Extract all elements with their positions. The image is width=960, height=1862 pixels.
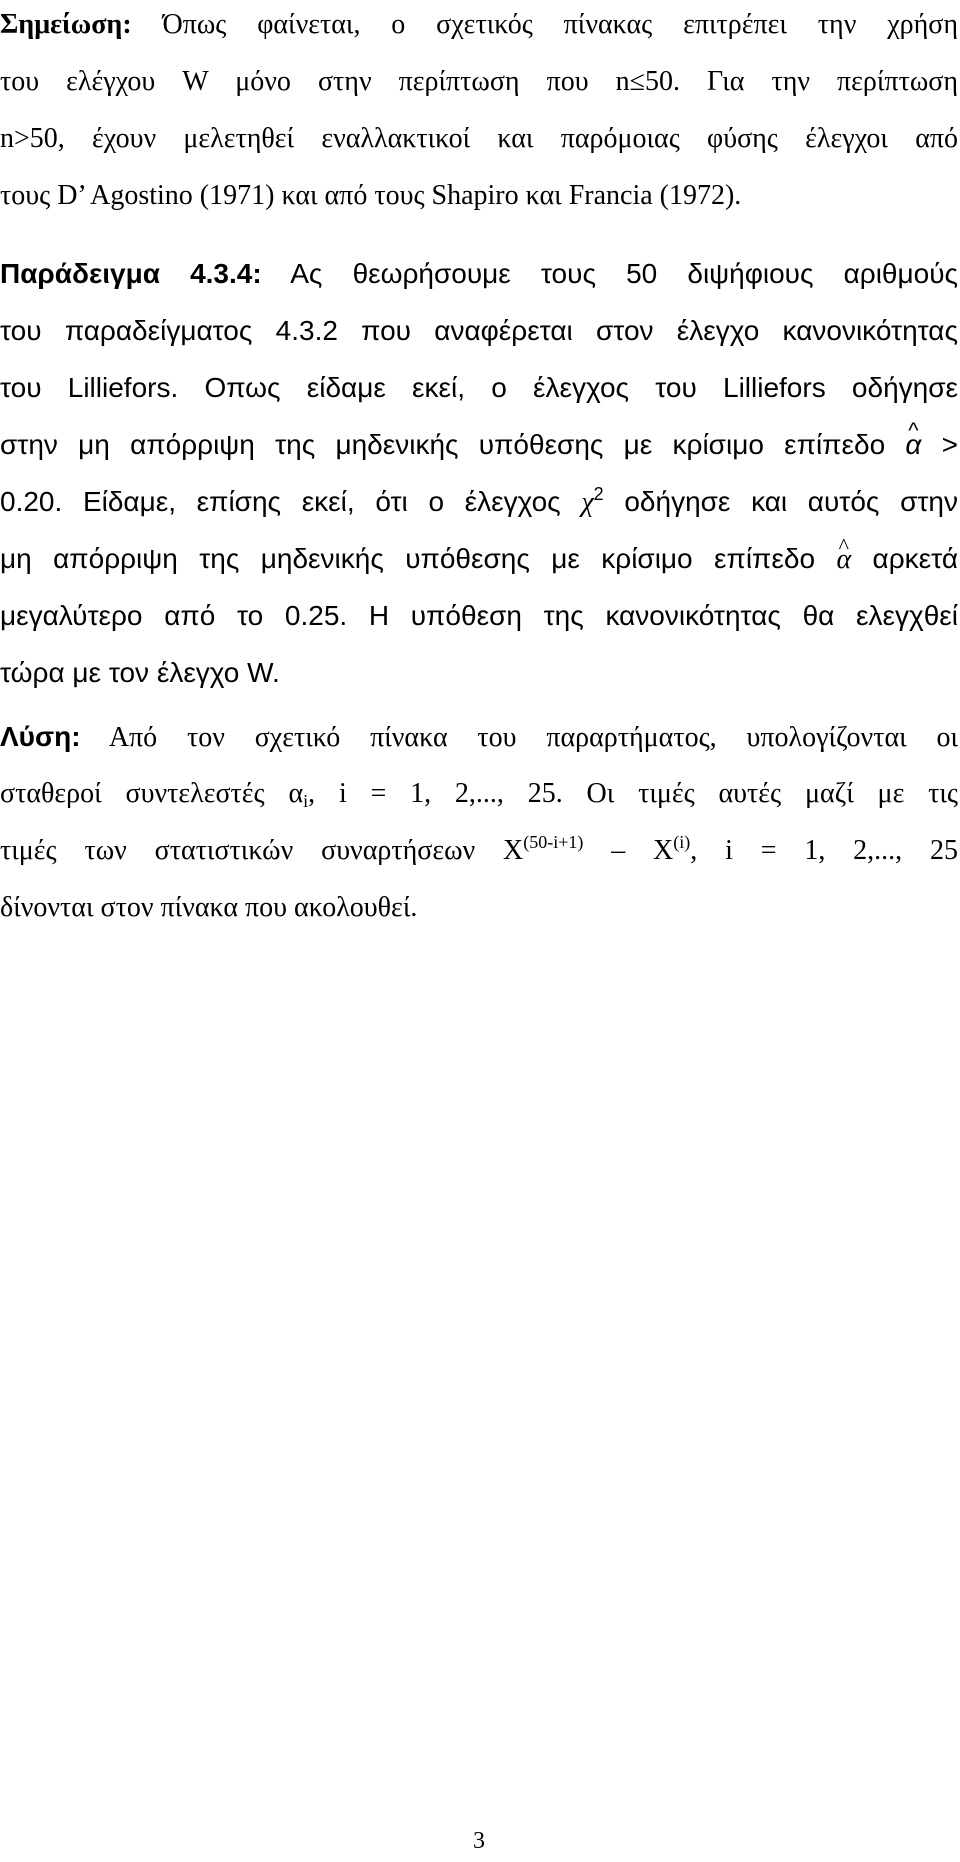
solution-label: Λύση:: [0, 721, 81, 752]
example-line-6: μη απόρριψη της μηδενικής υπόθεσης με κρίσιμο επίπεδο ^ α αρκετά: [0, 530, 958, 587]
chi-symbol: χ: [581, 487, 594, 518]
solution-line-4: δίνονται στον πίνακα που ακολουθεί.: [0, 892, 418, 923]
example-line-1: Παράδειγμα 4.3.4: Ας θεωρήσουμε τους 50 διψήφιους αριθμούς: [0, 258, 959, 289]
note-line-3: n>50, έχουν μελετηθεί εναλλακτικοί και παρόμοιας φύσης έλεγχοι από: [0, 123, 958, 154]
example-line-2: του παραδείγματος 4.3.2 που αναφέρεται στον έλεγχο κανονικότητας: [0, 315, 958, 346]
example-line-7: μεγαλύτερο από το 0.25. Η υπόθεση της κανονικότητας θα ελεγχθεί: [0, 600, 958, 631]
solution-paragraph: [0, 708, 958, 936]
example-paragraph: [0, 245, 958, 701]
note-line-4: τους D’ Agostino (1971) και από τους Shapiro και Francia (1972).: [0, 180, 742, 211]
example-line-4: στην μη απόρριψη της μηδενικής υπόθεσης με κρίσιμο επίπεδο ^ α >: [0, 416, 958, 473]
example-line-8: τώρα με τον έλεγχο W.: [0, 657, 280, 688]
solution-line-1: Λύση: Από τον σχετικό πίνακα του παραρτήματος, υπολογίζονται οι: [0, 721, 958, 753]
page-number: 3: [473, 1828, 485, 1854]
example-line-3: του Lilliefors. Οπως είδαμε εκεί, ο έλεγχος του Lilliefors οδήγησε: [0, 372, 958, 403]
solution-line-2: σταθεροί συντελεστές $\alpha_i$, i = 1, 2,..., 25. Οι τιμές αυτές μαζί με τις: [0, 778, 958, 811]
alpha-hat-symbol-2: ^ α: [836, 531, 851, 588]
example-label: Παράδειγμα 4.3.4:: [0, 258, 262, 289]
example-line-5: 0.20. Είδαμε, επίσης εκεί, ότι ο έλεγχος $\chi^2$ οδήγησε και αυτός στην: [0, 484, 958, 518]
alpha-hat-symbol: ^ α: [905, 416, 921, 473]
note-line-2: του ελέγχου W μόνο στην περίπτωση που n≤50. Για την περίπτωση: [0, 66, 958, 97]
note-line-1: Σημείωση: Όπως φαίνεται, ο σχετικός πίνακας επιτρέπει την χρήση: [0, 9, 958, 40]
note-label: Σημείωση:: [0, 9, 132, 40]
note-paragraph: [0, 0, 958, 224]
solution-line-3: τιμές των στατιστικών συναρτήσεων $X^{(50-i+1)} - X^{(i)}$, i = 1, 2,..., 25: [0, 832, 958, 866]
